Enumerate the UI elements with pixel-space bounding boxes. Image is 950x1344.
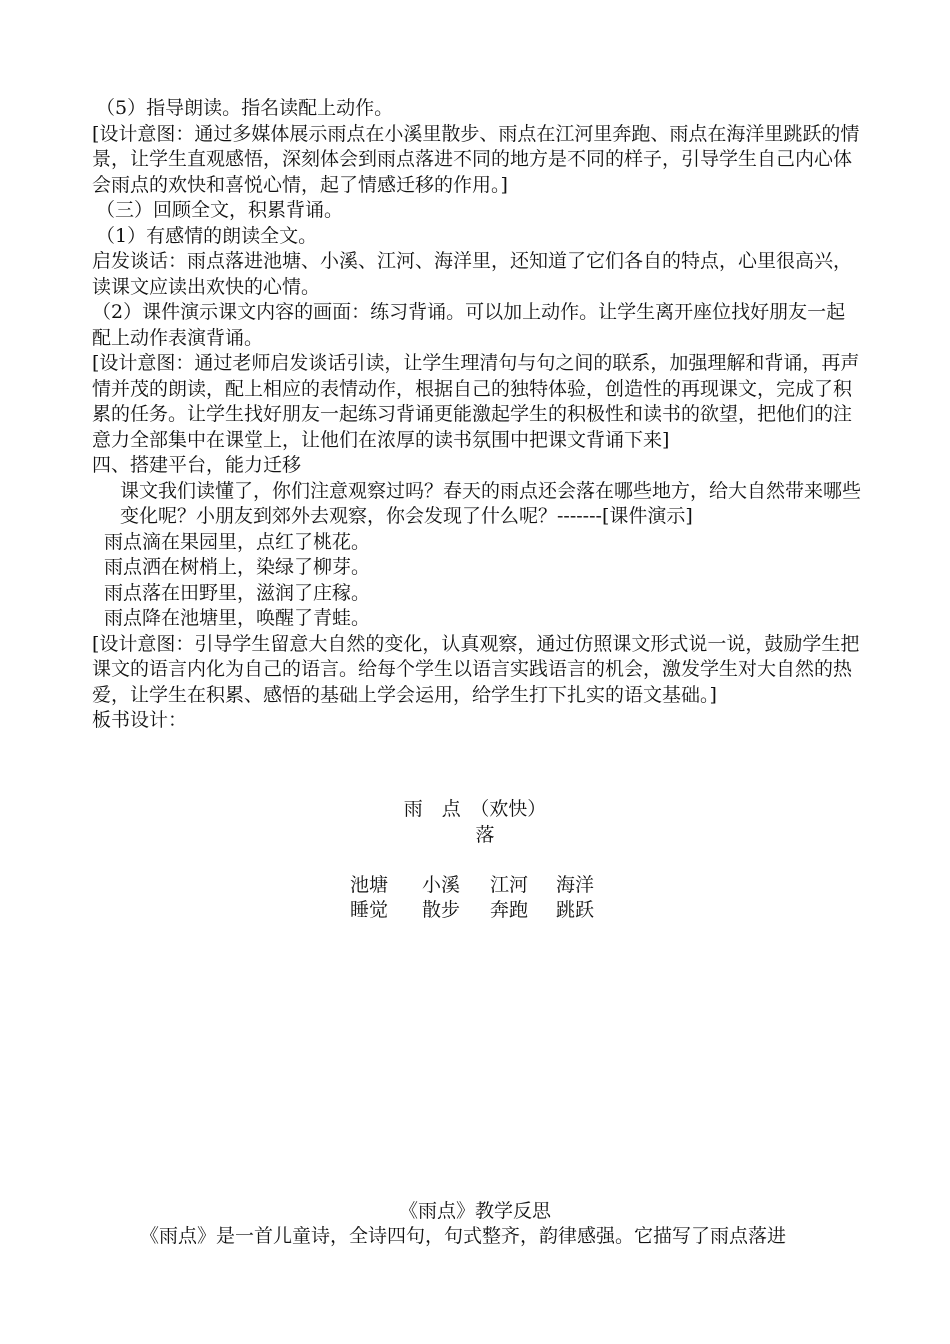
- poem-line-2: 雨点洒在树梢上，染绿了柳芽。: [104, 556, 371, 578]
- board-title: 雨 点 （欢快）: [403, 798, 547, 820]
- board-action: 睡觉: [350, 899, 389, 921]
- board-place: 池塘: [350, 874, 389, 896]
- design-intent-2: [设计意图：通过老师启发谈话引读，让学生理清句与句之间的联系，加强理解和背诵，再声情并茂的朗读，配上相应的表情动作，根据自己的独特体验，创造性的再现课文，完成了积累的任务。让学生找好朋友一起练习背诵更能激起学生的积极性和读书的欲望，把他们的注意力全部集中在课堂上，让他们在浓厚的读书氛围中把课文背诵下来]: [92, 352, 860, 451]
- inspiring-talk: 启发谈话：雨点落进池塘、小溪、江河、海洋里，还知道了它们各自的特点，心里很高兴，读课文应读出欢快的心情。: [92, 250, 853, 298]
- step-5-reading: （5）指导朗读。指名读配上动作。: [96, 97, 394, 119]
- board-verb: 落: [475, 824, 495, 846]
- poem-line-4: 雨点降在池塘里，唤醒了青蛙。: [104, 607, 371, 629]
- board-action: 散步: [422, 899, 461, 921]
- design-intent-3: [设计意图：引导学生留意大自然的变化，认真观察，通过仿照课文形式说一说，鼓励学生把课文的语言内化为自己的语言。给每个学生以语言实践语言的机会，激发学生对大自然的热爱，让学生在积累、感悟的基础上学会运用，给学生打下扎实的语文基础。]: [92, 632, 860, 706]
- board-table: [350, 873, 628, 923]
- poem-line-1: 雨点滴在果园里，点红了桃花。: [104, 530, 371, 553]
- reflection-first-line: 《雨点》是一首儿童诗，全诗四句，句式整齐，韵律感强。它描写了雨点落进: [140, 1225, 787, 1247]
- board-place: 海洋: [556, 874, 595, 896]
- board-place: 江河: [490, 874, 529, 896]
- observation-prompt: [92, 479, 862, 530]
- observation-prompt-text: 课文我们读懂了，你们注意观察过吗？春天的雨点还会落在哪些地方，给大自然带来哪些变化呢？小朋友到郊外去观察，你会发现了什么呢？-------[课件演示]: [120, 479, 862, 527]
- board-design-label: 板书设计：: [92, 709, 188, 731]
- section-three-heading: （三）回顾全文，积累背诵。: [96, 199, 344, 221]
- lesson-plan-body: [92, 96, 862, 734]
- board-action: 跳跃: [556, 899, 595, 921]
- step-2-recitation: （2）课件演示课文内容的画面：练习背诵。可以加上动作。让学生离开座位找好朋友一起配上动作表演背诵。: [92, 301, 846, 349]
- board-places-row: [350, 873, 628, 898]
- reflection-title: 《雨点》教学反思: [398, 1200, 551, 1222]
- board-place: 小溪: [422, 874, 461, 896]
- board-actions-row: [350, 898, 628, 923]
- design-intent-1: [设计意图：通过多媒体展示雨点在小溪里散步、雨点在江河里奔跑、雨点在海洋里跳跃的情景，让学生直观感悟，深刻体会到雨点落进不同的地方是不同的样子，引导学生自己内心体会雨点的欢快和喜悦心情，起了情感迁移的作用。]: [92, 122, 860, 196]
- poem-line-3: 雨点落在田野里，滋润了庄稼。: [104, 581, 371, 604]
- step-1-reading: （1）有感情的朗读全文。: [96, 224, 318, 247]
- section-four-heading: 四、搭建平台，能力迁移: [92, 454, 302, 476]
- board-action: 奔跑: [490, 899, 529, 921]
